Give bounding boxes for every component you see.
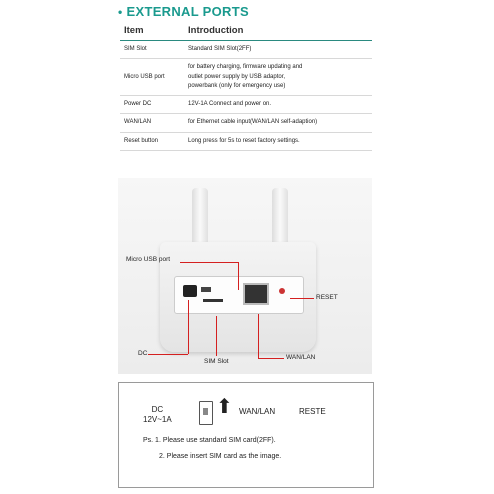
arrow-up-icon: ⬆	[216, 396, 233, 418]
callout-line-wan-lan-horizontal	[258, 358, 284, 359]
description-line: Long press for 5s to reset factory settings.	[188, 137, 300, 144]
description-line: for Ethernet cable input(WAN/LAN self-adaption)	[188, 119, 318, 126]
table-row	[120, 41, 372, 59]
callout-line-sim	[216, 316, 217, 356]
router-photo	[118, 178, 372, 374]
info-box	[118, 382, 374, 488]
row-description	[184, 114, 372, 132]
dc-spec-label: DC	[151, 405, 164, 414]
table-header-row	[120, 22, 372, 41]
reset-button	[279, 288, 285, 294]
callout-line-wan-lan	[258, 314, 259, 358]
row-description	[184, 41, 372, 59]
dc-spec-value: 12V~1A	[143, 415, 172, 425]
info-wan-lan-label: WAN/LAN	[239, 407, 276, 416]
description-line: outlet power supply by USB adaptor,	[188, 73, 286, 80]
callout-line-micro-usb	[180, 262, 238, 263]
sim-card-icon	[199, 401, 213, 425]
label-wan-lan: WAN/LAN	[286, 354, 316, 361]
section-heading	[118, 4, 249, 19]
sim-slot	[203, 299, 223, 302]
row-item: Reset button	[120, 132, 184, 150]
label-sim-slot: SIM Slot	[204, 358, 229, 365]
note-line-2: 2. Please insert SIM card as the image.	[159, 453, 282, 460]
callout-line-dc-drop	[188, 300, 189, 354]
row-description	[184, 96, 372, 114]
description-line: Standard SIM Slot(2FF)	[188, 46, 252, 52]
description-line: for battery charging, firmware updating and	[188, 64, 303, 71]
column-header-item: Item	[120, 22, 184, 41]
table-row	[120, 132, 372, 150]
table-row	[120, 114, 372, 132]
table-row	[120, 59, 372, 96]
row-item: SIM Slot	[120, 41, 184, 59]
callout-line-dc	[148, 354, 188, 355]
heading-title: EXTERNAL PORTS	[126, 4, 249, 19]
description-line: powerbank (only for emergency use)	[188, 82, 286, 89]
row-item: WAN/LAN	[120, 114, 184, 132]
label-reset: RESET	[316, 294, 338, 301]
label-dc: DC	[138, 350, 148, 357]
callout-line-micro-usb-drop	[238, 262, 239, 290]
row-item: Micro USB port	[120, 59, 184, 96]
note-line-1: Ps. 1. Please use standard SIM card(2FF).	[143, 437, 276, 444]
description-line: 12V-1A Connect and power on.	[188, 101, 272, 108]
info-reset-label: RESTE	[299, 407, 326, 416]
micro-usb-port	[201, 287, 211, 292]
table-row	[120, 96, 372, 114]
row-description	[184, 59, 372, 96]
dc-port	[183, 285, 197, 297]
column-header-introduction: Introduction	[184, 22, 372, 41]
label-micro-usb: Micro USB port	[126, 256, 171, 263]
ports-table	[120, 22, 372, 151]
heading-bullet: •	[118, 4, 123, 19]
callout-line-reset	[290, 298, 314, 299]
row-description	[184, 132, 372, 150]
row-item: Power DC	[120, 96, 184, 114]
dc-spec	[143, 405, 172, 426]
router-body	[160, 242, 316, 352]
wan-lan-port	[243, 283, 269, 305]
router-port-panel	[174, 276, 304, 314]
